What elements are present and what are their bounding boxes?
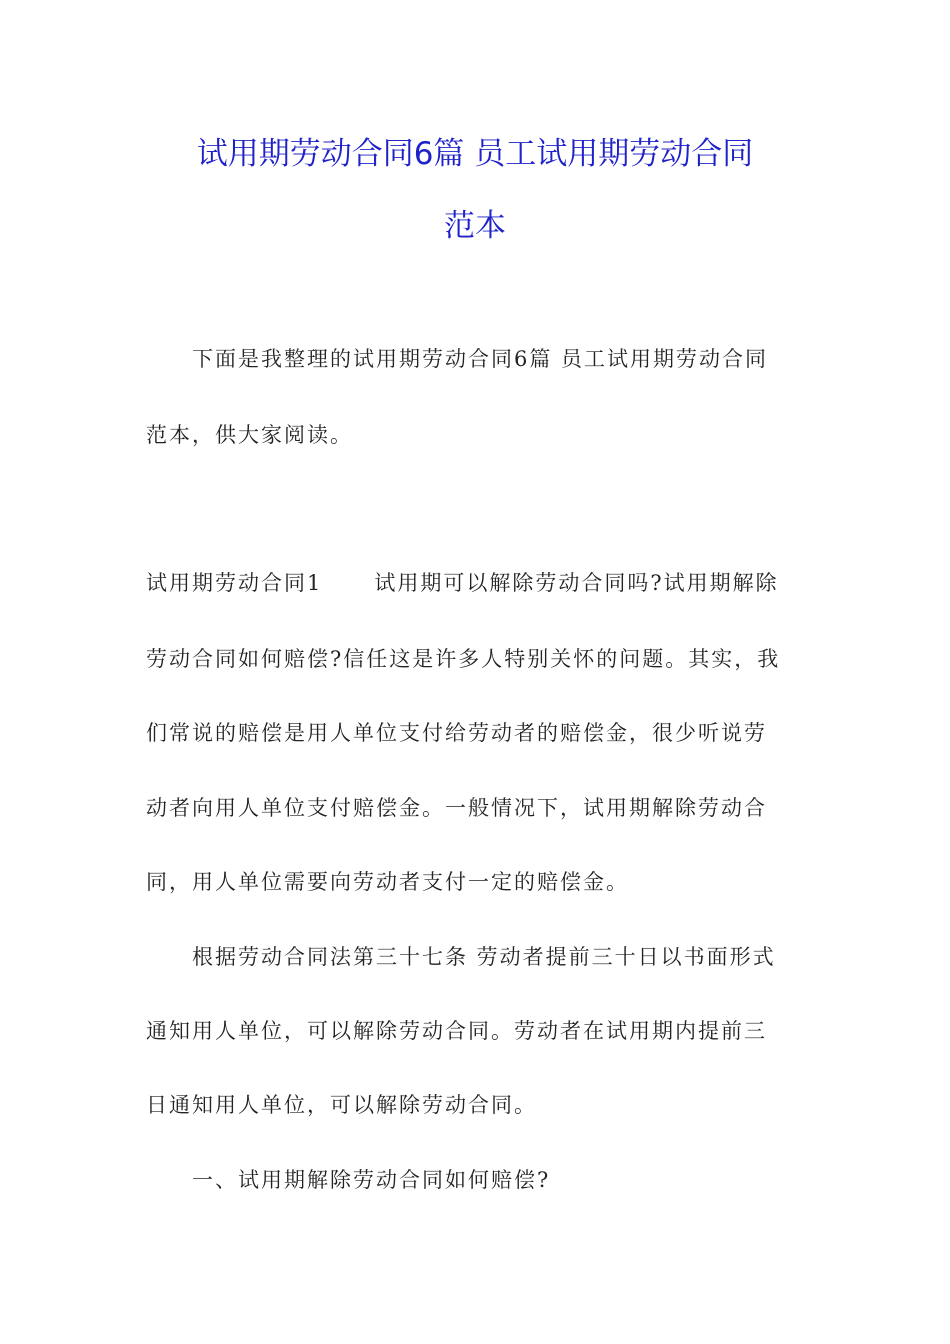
section-1-first-line-text: 试用期可以解除劳动合同吗?试用期解除 [374,571,779,595]
intro-line-1: 下面是我整理的试用期劳动合同6篇 员工试用期劳动合同 [192,347,769,371]
paragraph-2-line-1: 根据劳动合同法第三十七条 劳动者提前三十日以书面形式 [192,945,776,969]
section-1-heading: 试用期劳动合同1 [146,571,323,595]
paragraph-2-line-3: 日通知用人单位，可以解除劳动合同。 [146,1093,537,1117]
section-1-first-line [146,568,806,598]
paragraph-1-line-3: 动者向用人单位支付赔偿金。一般情况下，试用期解除劳动合 [146,796,767,820]
paragraph-1-line-4: 同，用人单位需要向劳动者支付一定的赔偿金。 [146,870,629,894]
section-1-subheading: 一、试用期解除劳动合同如何赔偿? [192,1168,551,1192]
paragraph-1-line-2: 们常说的赔偿是用人单位支付给劳动者的赔偿金，很少听说劳 [146,721,767,745]
document-title-line-2: 范本 [444,208,506,244]
paragraph-1-line-1: 劳动合同如何赔偿?信任这是许多人特别关怀的问题。其实，我 [146,647,781,671]
intro-line-2: 范本，供大家阅读。 [146,423,353,447]
document-title-line-1: 试用期劳动合同6篇 员工试用期劳动合同 [196,136,754,172]
paragraph-2-line-2: 通知用人单位，可以解除劳动合同。劳动者在试用期内提前三 [146,1019,767,1043]
